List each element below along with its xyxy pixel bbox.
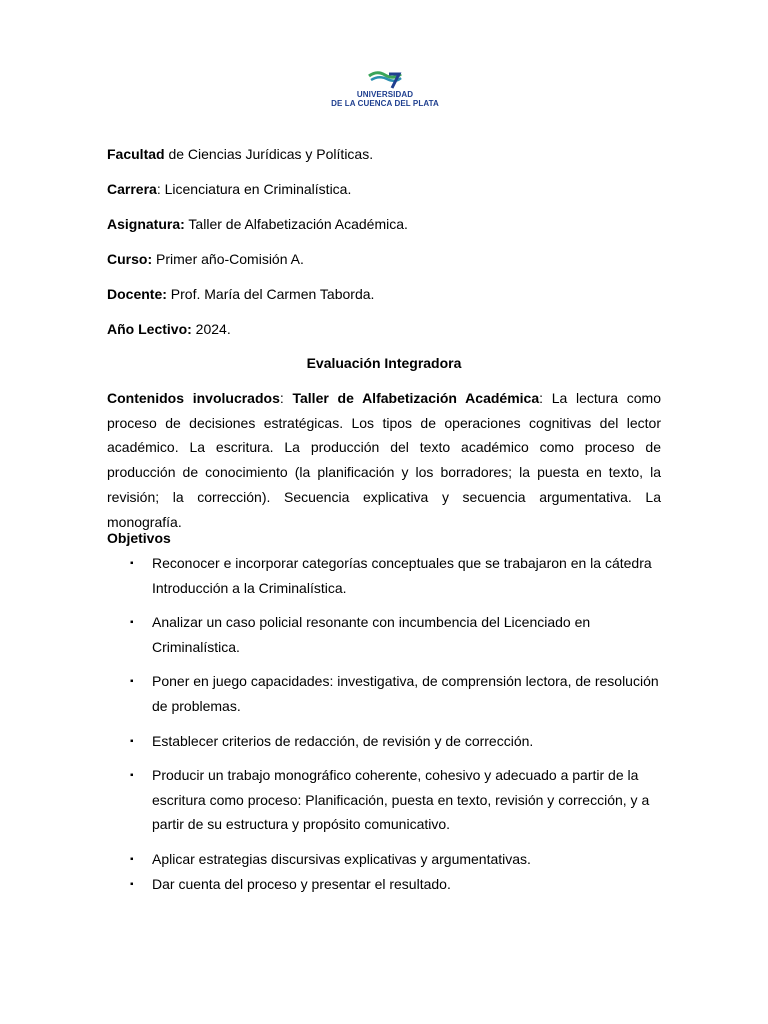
carrera-line [107,179,351,199]
university-logo [326,68,444,112]
anio-lectivo-line [107,319,231,339]
logo-line-1: UNIVERSIDAD [356,90,414,99]
curso-label: Curso: [107,251,153,267]
anio-lectivo-label: Año Lectivo: [107,321,192,337]
docente-label: Docente: [107,286,167,302]
bullet-icon: ▪ [130,736,134,747]
contents-text: : La lectura como proceso de decisiones estratégicas. Los tipos de operaciones cognitivas del lector académico. La escritura. La producción del texto académico como proceso de producción de conocimiento (la planificación y los borradores; la puesta en texto, la revisión; la corrección). Secuencia explicativa y secuencia argumentativa. La monografía. [107,390,662,530]
objective-item-1: Reconocer e incorporar categorías conceptuales que se trabajaron en la cátedra Introducción a la Criminalística. [152,555,652,596]
university-emblem-icon [365,68,405,90]
contents-paragraph [107,386,661,534]
asignatura-line [107,214,408,234]
document-title: Evaluación Integradora [306,355,462,371]
objective-item-5: Producir un trabajo monográfico coherente, cohesivo y adecuado a partir de la escritura como proceso: Planificación, puesta en texto, revisión y corrección, y a partir de su estructura y propósito comunicativo. [152,767,650,833]
facultad-line [107,144,373,164]
objectives-heading: Objetivos [107,530,171,546]
objective-item-6: Aplicar estrategias discursivas explicativas y argumentativas. [152,851,531,867]
asignatura-value: Taller de Alfabetización Académica. [184,216,408,232]
bullet-icon: ▪ [130,879,134,890]
bullet-icon: ▪ [130,770,134,781]
objective-item-2: Analizar un caso policial resonante con incumbencia del Licenciado en Criminalística. [152,614,591,655]
objective-item-3: Poner en juego capacidades: investigativa, de comprensión lectora, de resolución de problemas. [152,673,659,714]
asignatura-label: Asignatura: [107,216,185,232]
bullet-icon: ▪ [130,617,134,628]
contents-label: Contenidos involucrados [107,390,280,406]
objective-item-7: Dar cuenta del proceso y presentar el resultado. [152,876,451,892]
carrera-value: : Licenciatura en Criminalística. [156,181,352,197]
objective-item-4: Establecer criterios de redacción, de revisión y de corrección. [152,733,534,749]
bullet-icon: ▪ [130,676,134,687]
curso-line [107,249,304,269]
anio-lectivo-value: 2024. [191,321,231,337]
docente-line [107,284,374,304]
facultad-value: de Ciencias Jurídicas y Políticas. [164,146,374,162]
carrera-label: Carrera [107,181,157,197]
contents-subject: Taller de Alfabetización Académica [292,390,540,406]
facultad-label: Facultad [107,146,165,162]
contents-separator: : [279,390,293,406]
docente-value: Prof. María del Carmen Taborda. [166,286,375,302]
logo-line-2: DE LA CUENCA DEL PLATA [331,99,439,108]
bullet-icon: ▪ [130,854,134,865]
curso-value: Primer año-Comisión A. [152,251,304,267]
bullet-icon: ▪ [130,558,134,569]
